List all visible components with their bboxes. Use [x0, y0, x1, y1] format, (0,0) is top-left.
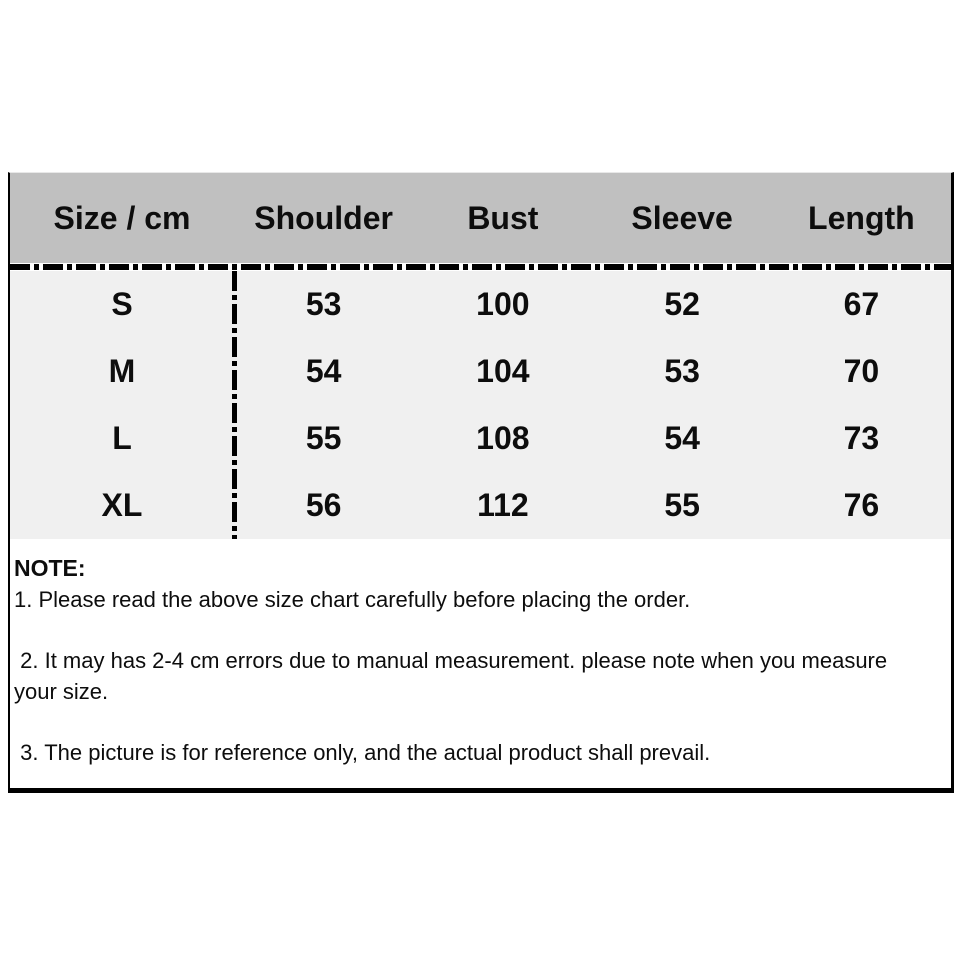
column-header-length: Length — [808, 199, 915, 236]
size-label: S — [111, 286, 133, 322]
size-chart-table — [8, 172, 954, 793]
note-item-2 — [14, 645, 941, 707]
table-header-row — [10, 173, 951, 263]
size-label: L — [112, 420, 132, 456]
note-text: 3. The picture is for reference only, and the actual product shall prevail. — [14, 740, 711, 765]
column-header-shoulder: Shoulder — [254, 199, 393, 236]
column-header-size: Size / cm — [53, 199, 191, 236]
notes-section — [10, 539, 951, 788]
value-cell: 55 — [305, 420, 342, 456]
value-cell: 100 — [476, 286, 530, 322]
column-header-sleeve: Sleeve — [631, 199, 733, 236]
value-cell: 56 — [305, 487, 342, 523]
value-cell: 67 — [843, 286, 880, 322]
note-item-3 — [14, 737, 941, 768]
value-cell: 76 — [843, 487, 880, 523]
value-cell: 112 — [477, 487, 529, 523]
table-row-s — [10, 271, 951, 338]
value-cell: 73 — [843, 420, 880, 456]
table-row-xl — [10, 472, 951, 539]
note-text: your size. — [14, 679, 109, 704]
value-cell: 54 — [664, 420, 700, 456]
table-body — [10, 271, 951, 539]
note-item-1 — [14, 584, 941, 615]
value-cell: 54 — [305, 353, 342, 389]
value-cell: 53 — [664, 353, 700, 389]
value-cell: 55 — [664, 487, 700, 523]
column-dash-dot-divider — [232, 271, 237, 539]
notes-heading: NOTE: — [14, 555, 86, 581]
value-cell: 53 — [305, 286, 342, 322]
note-text: 2. It may has 2-4 cm errors due to manual measurement. please note when you measure — [14, 648, 888, 673]
column-header-bust: Bust — [467, 199, 539, 236]
value-cell: 52 — [664, 286, 700, 322]
note-text: 1. Please read the above size chart carefully before placing the order. — [14, 587, 691, 612]
value-cell: 108 — [476, 420, 530, 456]
value-cell: 104 — [476, 353, 530, 389]
header-dash-dot-divider — [10, 264, 951, 270]
value-cell: 70 — [843, 353, 880, 389]
size-label: M — [108, 353, 136, 389]
table-row-m — [10, 338, 951, 405]
table-row-l — [10, 405, 951, 472]
size-label: XL — [101, 487, 143, 523]
